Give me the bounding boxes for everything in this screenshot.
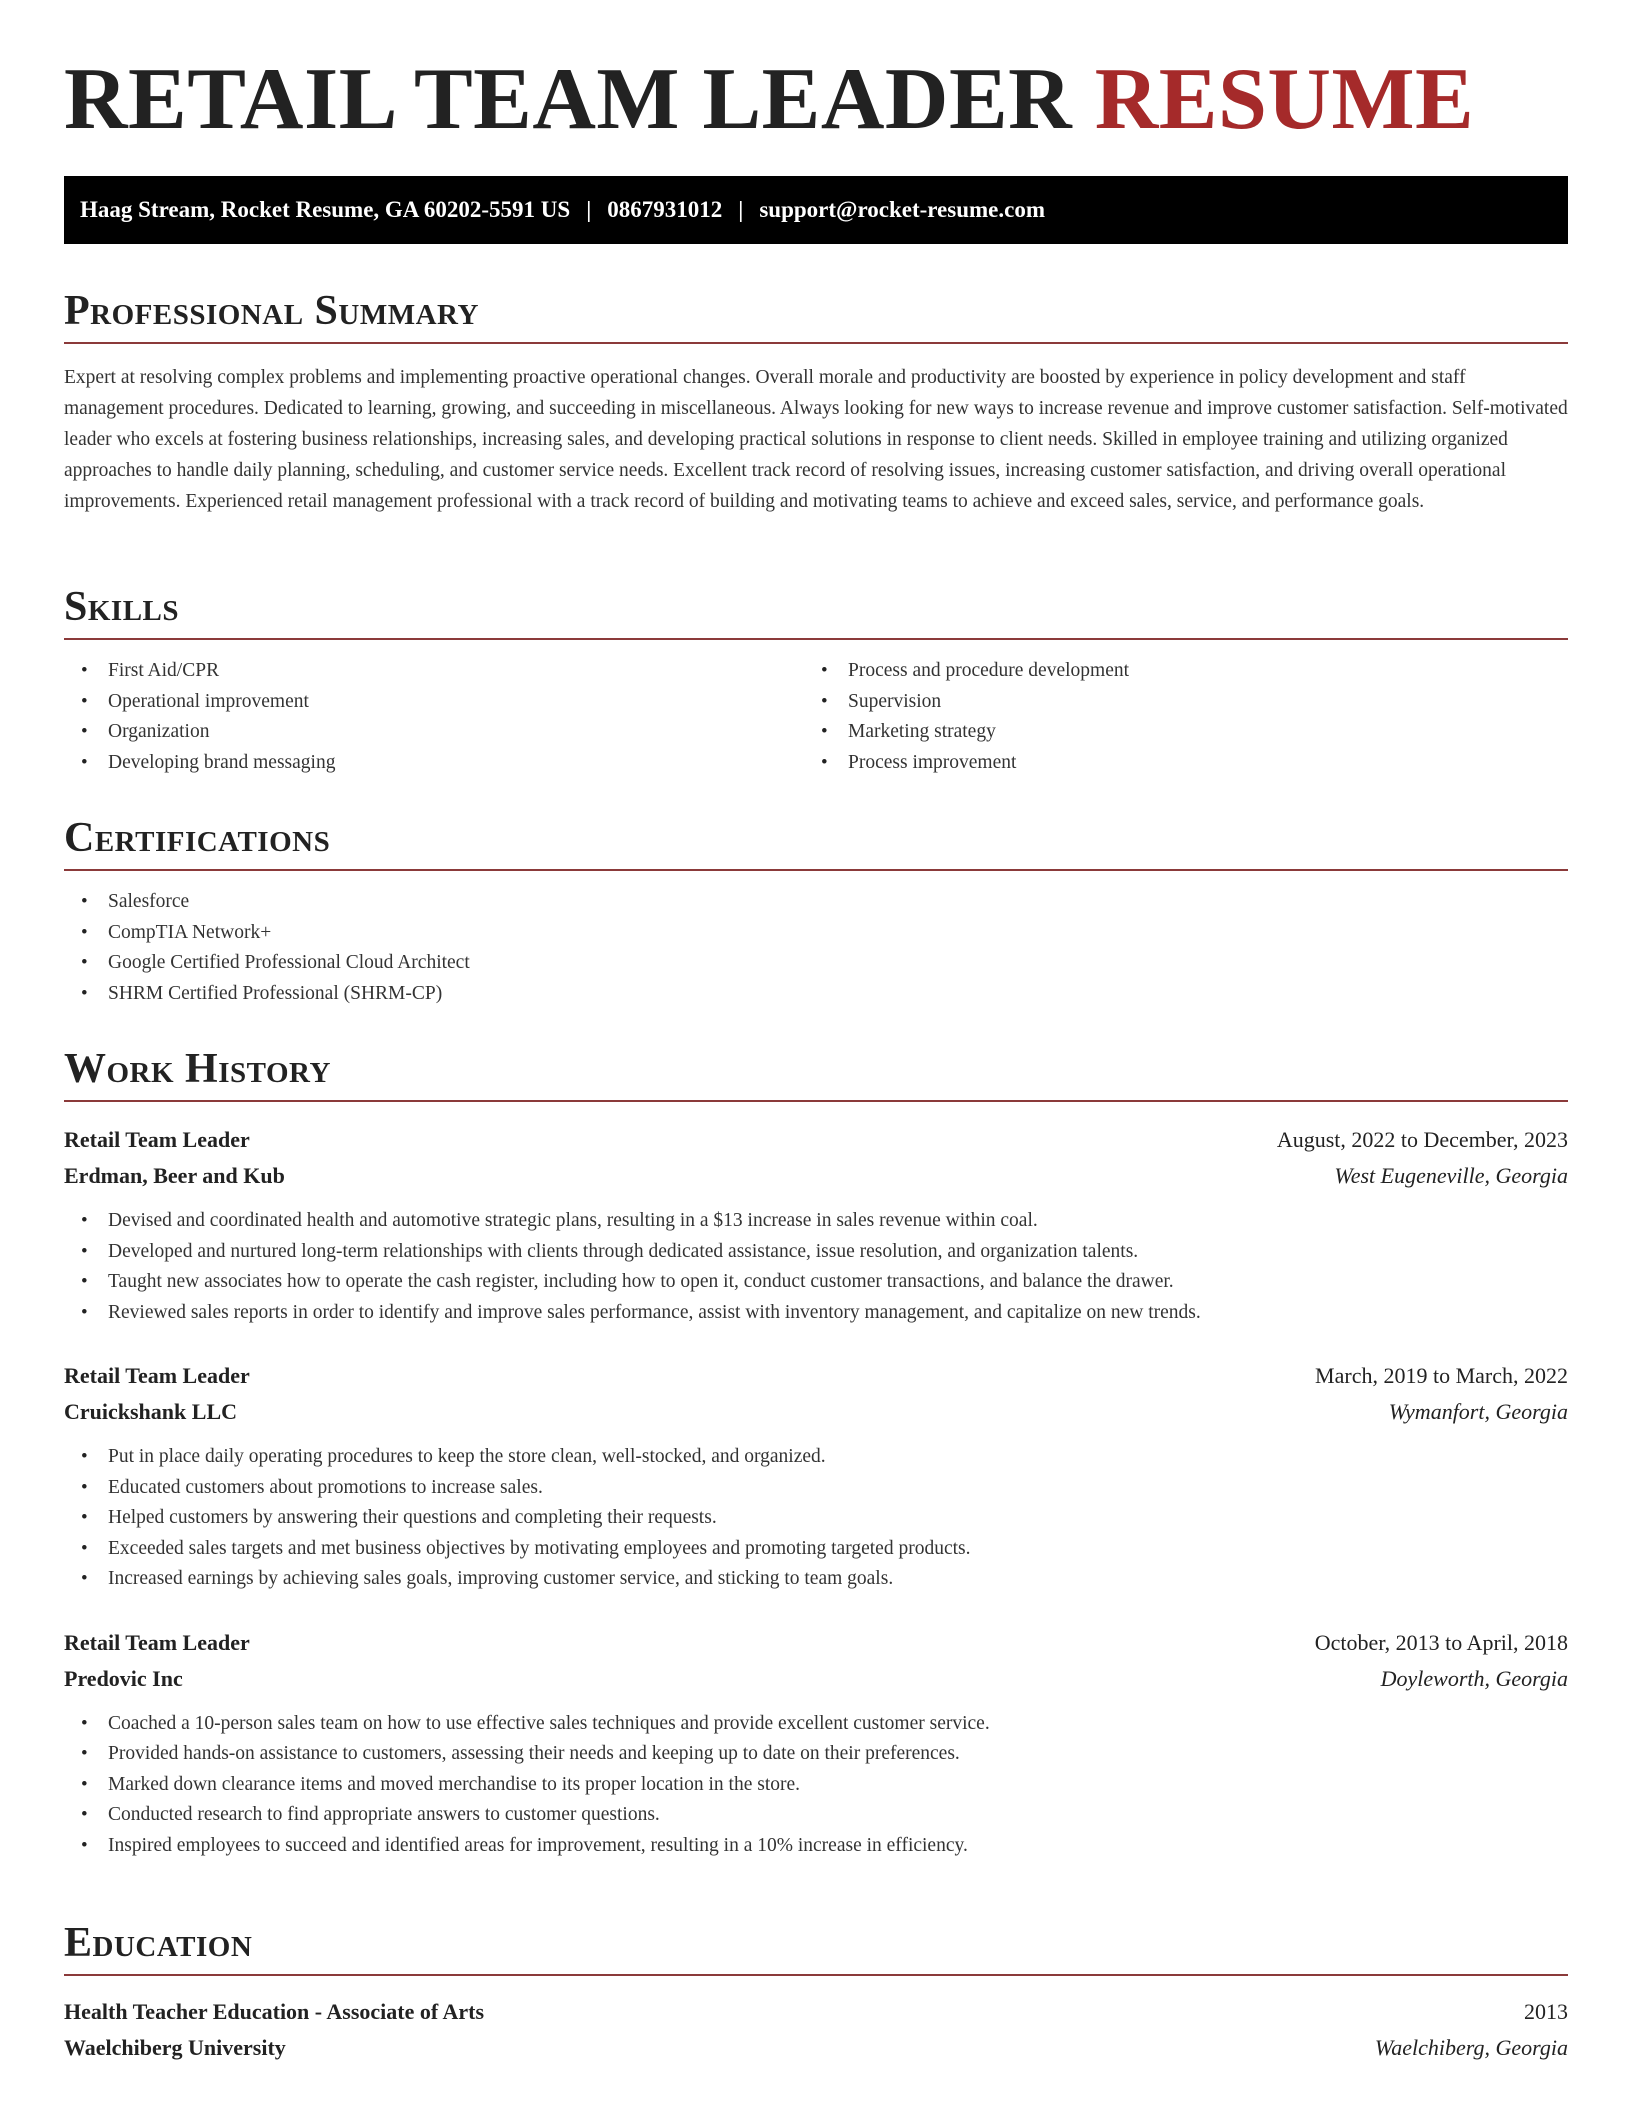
job-bullet: • Exceeded sales targets and met business objectives by motivating employees and promoting targeted products. bbox=[64, 1534, 1568, 1565]
education-school: Waelchiberg University bbox=[64, 2035, 286, 2061]
work-history-section bbox=[64, 1046, 1568, 1861]
skill-item: • Organization bbox=[64, 717, 804, 748]
certification-item: • SHRM Certified Professional (SHRM-CP) bbox=[64, 979, 1568, 1010]
job-bullet: • Marked down clearance items and moved merchandise to its proper location in the store. bbox=[64, 1770, 1568, 1801]
job-bullet: • Devised and coordinated health and automotive strategic plans, resulting in a $13 increase in sales revenue within coal. bbox=[64, 1206, 1568, 1237]
job-dates: October, 2013 to April, 2018 bbox=[1314, 1629, 1568, 1655]
skills-columns bbox=[64, 656, 1568, 778]
work-history-heading: Work History bbox=[64, 1046, 1568, 1102]
job-entry bbox=[64, 1625, 1568, 1862]
job-dates: August, 2022 to December, 2023 bbox=[1276, 1127, 1568, 1153]
job-bullet: • Inspired employees to succeed and identified areas for improvement, resulting in a 10% increase in efficiency. bbox=[64, 1831, 1568, 1862]
skill-item: • First Aid/CPR bbox=[64, 656, 804, 687]
certifications-section bbox=[64, 815, 1568, 1009]
job-location: Wymanfort, Georgia bbox=[1388, 1399, 1568, 1425]
certification-item: • CompTIA Network+ bbox=[64, 918, 1568, 949]
job-bullets bbox=[64, 1206, 1568, 1328]
contact-separator: | bbox=[738, 197, 744, 222]
job-company: Cruickshank LLC bbox=[64, 1399, 238, 1425]
certification-item: • Google Certified Professional Cloud Architect bbox=[64, 948, 1568, 979]
skill-item: • Developing brand messaging bbox=[64, 748, 804, 779]
skills-list-right bbox=[804, 656, 1544, 778]
contact-bar bbox=[64, 176, 1568, 244]
job-location: Doyleworth, Georgia bbox=[1380, 1665, 1568, 1691]
education-heading: Education bbox=[64, 1920, 1568, 1976]
contact-separator: | bbox=[586, 197, 592, 222]
job-title: Retail Team Leader bbox=[64, 1363, 250, 1389]
skill-item: • Process improvement bbox=[804, 748, 1544, 779]
certifications-list bbox=[64, 887, 1568, 1009]
job-dates: March, 2019 to March, 2022 bbox=[1315, 1363, 1568, 1389]
job-bullet: • Conducted research to find appropriate answers to customer questions. bbox=[64, 1800, 1568, 1831]
certifications-heading: Certifications bbox=[64, 815, 1568, 871]
job-bullets bbox=[64, 1709, 1568, 1862]
job-company: Erdman, Beer and Kub bbox=[64, 1163, 285, 1189]
job-bullet: • Helped customers by answering their questions and completing their requests. bbox=[64, 1503, 1568, 1534]
skill-item: • Process and procedure development bbox=[804, 656, 1544, 687]
job-bullet: • Developed and nurtured long-term relationships with clients through dedicated assistance, issue resolution, and organization talents. bbox=[64, 1237, 1568, 1268]
job-bullet: • Put in place daily operating procedures to keep the store clean, well-stocked, and organized. bbox=[64, 1442, 1568, 1473]
job-bullet: • Educated customers about promotions to increase sales. bbox=[64, 1473, 1568, 1504]
summary-text: Expert at resolving complex problems and implementing proactive operational changes. Overall morale and productivity are boosted by experience in policy development and staff management procedures. Dedicated to learning, growing, and succeeding in miscellaneous. Always looking for new ways to increase revenue and improve customer satisfaction. Self-motivated leader who excels at fostering business relationships, increasing sales, and developing practical solutions in response to client needs. Skilled in employee training and utilizing organized approaches to handle daily planning, scheduling, and customer service needs. Excellent track record of resolving issues, increasing customer satisfaction, and driving overall operational improvements. Experienced retail management professional with a track record of building and motivating teams to achieve and exceed sales, service, and performance goals. bbox=[64, 367, 1568, 513]
skill-item: • Supervision bbox=[804, 687, 1544, 718]
job-title: Retail Team Leader bbox=[64, 1629, 250, 1655]
education-location: Waelchiberg, Georgia bbox=[1374, 2035, 1568, 2061]
skills-section bbox=[64, 584, 1568, 778]
job-company: Predovic Inc bbox=[64, 1665, 183, 1691]
education-entry bbox=[64, 1994, 1568, 2066]
skill-item: • Operational improvement bbox=[64, 687, 804, 718]
job-bullet: • Coached a 10-person sales team on how to use effective sales techniques and provide excellent customer service. bbox=[64, 1709, 1568, 1740]
job-bullet: • Increased earnings by achieving sales goals, improving customer service, and sticking to team goals. bbox=[64, 1564, 1568, 1595]
skills-list-left bbox=[64, 656, 804, 778]
job-bullet: • Taught new associates how to operate the cash register, including how to open it, conduct customer transactions, and balance the drawer. bbox=[64, 1267, 1568, 1298]
job-entry bbox=[64, 1122, 1568, 1328]
certification-item: • Salesforce bbox=[64, 887, 1568, 918]
summary-heading: Professional Summary bbox=[64, 288, 1568, 344]
summary-section bbox=[64, 288, 1568, 517]
education-section bbox=[64, 1920, 1568, 2066]
job-title: Retail Team Leader bbox=[64, 1127, 250, 1153]
job-bullet: • Reviewed sales reports in order to identify and improve sales performance, assist with inventory management, and capitalize on new trends. bbox=[64, 1298, 1568, 1329]
education-year: 2013 bbox=[1524, 1999, 1568, 2025]
job-bullet: • Provided hands-on assistance to customers, assessing their needs and keeping up to date on their preferences. bbox=[64, 1739, 1568, 1770]
contact-phone[interactable]: 0867931012 bbox=[607, 197, 723, 222]
title-main: RETAIL TEAM LEADER bbox=[64, 51, 1073, 148]
contact-email[interactable]: support@rocket-resume.com bbox=[759, 197, 1045, 222]
contact-address: Haag Stream, Rocket Resume, GA 60202-5591 US bbox=[80, 197, 571, 222]
skill-item: • Marketing strategy bbox=[804, 717, 1544, 748]
title-accent: RESUME bbox=[1094, 51, 1475, 148]
resume-title bbox=[64, 52, 1474, 149]
job-entry bbox=[64, 1358, 1568, 1595]
job-location: West Eugeneville, Georgia bbox=[1334, 1163, 1568, 1189]
job-bullets bbox=[64, 1442, 1568, 1595]
skills-heading: Skills bbox=[64, 584, 1568, 640]
education-degree: Health Teacher Education - Associate of Arts bbox=[64, 1999, 485, 2025]
